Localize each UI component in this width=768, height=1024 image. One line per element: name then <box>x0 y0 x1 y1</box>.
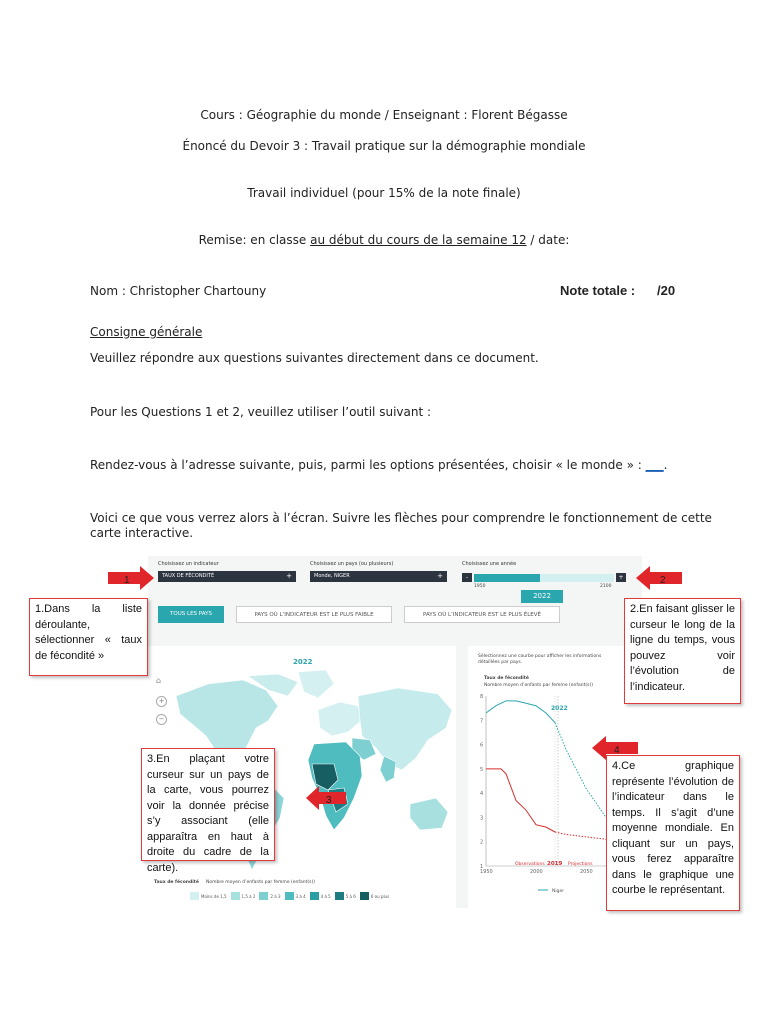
year-increment-button[interactable]: + <box>616 573 626 582</box>
series-line-observed-0 <box>486 701 555 723</box>
chart-subtitle: Nombre moyen d’enfants par femme (enfant(s)) <box>484 683 593 688</box>
callout-2: 2.En faisant glisser le curseur le long de la ligne du temps, vous pouvez voir l’évolution de l’indicateur. <box>624 598 741 704</box>
instruction-p3-text: Rendez-vous à l’adresse suivante, puis, parmi les options présentées, choisir « le monde » : <box>90 458 646 472</box>
plus-icon: + <box>437 572 443 580</box>
grade-value: /20 <box>657 283 676 298</box>
x-tick-label: 1950 <box>480 869 493 875</box>
legend-label: 1,5 à 2 <box>241 893 256 899</box>
grade-label: Note totale : <box>560 283 636 298</box>
x-tick-label: 2050 <box>580 869 593 875</box>
legend-label: 3 à 4 <box>295 893 306 899</box>
legend-swatch <box>360 892 369 900</box>
legend-swatch <box>190 892 199 900</box>
legend-label: Moins de 1,5 <box>201 893 227 899</box>
plus-icon: + <box>286 572 292 580</box>
student-name: Nom : Christopher Chartouny <box>90 284 267 298</box>
legend-item[interactable] <box>360 891 389 901</box>
arrow-4-label: 4 <box>614 745 620 756</box>
assignment-title: Énoncé du Devoir 3 : Travail pratique sur la démographie mondiale <box>182 139 586 153</box>
instruction-p3-end: . <box>663 458 668 472</box>
indicator-value: TAUX DE FÉCONDITÉ <box>162 573 215 579</box>
legend-swatch <box>285 892 294 900</box>
instruction-p3 <box>90 458 667 472</box>
arrow-4-icon <box>592 736 638 760</box>
legend-item[interactable] <box>310 891 331 901</box>
y-tick-label: 5 <box>480 766 484 773</box>
instruction-p1: Veuillez répondre aux questions suivantes directement dans ce document. <box>90 351 539 365</box>
y-tick-label: 6 <box>480 742 484 749</box>
legend-item[interactable] <box>259 891 280 901</box>
country-select[interactable] <box>310 571 447 582</box>
x-tick-label: 2000 <box>530 869 543 875</box>
year-track[interactable] <box>474 574 614 582</box>
legend-item[interactable] <box>285 891 306 901</box>
y-tick-label: 7 <box>480 718 484 725</box>
arrow-1-label: 1 <box>124 575 130 586</box>
legend-item[interactable] <box>190 891 227 901</box>
legend-swatch <box>259 892 268 900</box>
legend-label: 2 à 3 <box>270 893 281 899</box>
legend-item[interactable] <box>231 891 256 901</box>
y-tick-label: 4 <box>480 791 484 798</box>
instruction-p2: Pour les Questions 1 et 2, veuillez utiliser l’outil suivant : <box>90 405 432 419</box>
year-decrement-button[interactable]: - <box>462 573 472 582</box>
legend-swatch <box>231 892 240 900</box>
zoom-out-icon[interactable]: − <box>156 714 167 725</box>
indicator-label: Choisissez un indicateur <box>158 561 219 567</box>
legend-subtitle: Nombre moyen d’enfants par femme (enfant(s)) <box>206 880 315 885</box>
course-line: Cours : Géographie du monde / Enseignant : Florent Bégasse <box>200 108 568 122</box>
due-date-suffix: / date: <box>526 233 570 247</box>
year-start: 1950 <box>474 584 486 589</box>
tab-highest[interactable]: PAYS OÙ L’INDICATEUR EST LE PLUS ÉLEVÉ <box>404 606 560 623</box>
observations-label: Observations <box>515 862 545 867</box>
due-date-prefix: Remise: en classe <box>198 233 311 247</box>
zoom-in-icon[interactable]: + <box>156 696 167 707</box>
callout-4: 4.Ce graphique représente l’évolution de l’indicateur dans le temps. Il s’agit d’une moyenne mondiale. En cliquant sur un pays, vous ferez apparaître dans le graphique une courbe le représentant. <box>606 755 740 911</box>
chart-2019-label: 2019 <box>547 861 563 867</box>
legend-swatch <box>335 892 344 900</box>
country-value: Monde, NIGER <box>314 573 350 579</box>
tab-lowest[interactable]: PAYS OÙ L’INDICATEUR EST LE PLUS FAIBLE <box>236 606 392 623</box>
legend-label: 6 ou plus <box>370 893 390 899</box>
arrow-3-icon <box>306 786 346 810</box>
arrow-1-icon <box>108 566 154 590</box>
year-current-badge[interactable]: 2022 <box>521 590 563 603</box>
chart-year-label: 2022 <box>551 705 568 712</box>
y-tick-label: 2 <box>480 839 484 846</box>
country-label: Choisissez un pays (ou plusieurs) <box>310 561 394 567</box>
arrow-2-icon <box>636 566 682 590</box>
projections-label: Projections <box>568 862 593 867</box>
due-date-underlined: au début du cours de la semaine 12 <box>310 233 527 247</box>
year-end: 2100 <box>600 584 612 589</box>
arrow-3-label: 3 <box>326 795 332 806</box>
due-date-line <box>0 233 768 247</box>
map-year: 2022 <box>293 658 313 666</box>
y-tick-label: 1 <box>480 864 484 870</box>
y-tick-label: 8 <box>480 694 484 700</box>
section-heading: Consigne générale <box>90 325 203 339</box>
instruction-p4-line2: carte interactive. <box>90 526 194 540</box>
year-track-fill <box>474 574 540 582</box>
arrow-2-label: 2 <box>660 575 666 586</box>
instruction-p4-line1: Voici ce que vous verrez alors à l’écran. Suivre les flèches pour comprendre le fonctionnement de cette <box>90 511 712 525</box>
callout-3: 3.En plaçant votre curseur sur un pays de la carte, vous pourrez voir la donnée précise s’y associant (elle apparaîtra en haut à droite du cadre de la carte). <box>141 748 275 861</box>
chart-hint: Sélectionnez une courbe pour afficher les informations détaillées par pays. <box>478 654 602 665</box>
legend-title: Taux de fécondité <box>154 880 199 885</box>
tab-all-countries[interactable]: TOUS LES PAYS <box>158 606 224 623</box>
year-label: Choisissez une année <box>462 561 517 567</box>
address-blank-link[interactable]: ___ <box>645 458 664 472</box>
map-legend <box>190 891 389 901</box>
legend-item[interactable] <box>335 891 356 901</box>
legend-label: 4 à 5 <box>320 893 331 899</box>
chart-title: Taux de fécondité <box>484 676 529 681</box>
legend-niger-label: Niger <box>552 889 565 894</box>
y-tick-label: 3 <box>480 815 484 822</box>
callout-1: 1.Dans la liste déroulante, sélectionner « taux de fécondité » <box>29 598 148 676</box>
indicator-select[interactable] <box>158 571 296 582</box>
series-line-observed-1 <box>486 769 555 832</box>
legend-swatch <box>310 892 319 900</box>
home-icon[interactable]: ⌂ <box>156 676 162 685</box>
individual-work-line: Travail individuel (pour 15% de la note finale) <box>247 186 521 200</box>
legend-label: 5 à 6 <box>345 893 356 899</box>
